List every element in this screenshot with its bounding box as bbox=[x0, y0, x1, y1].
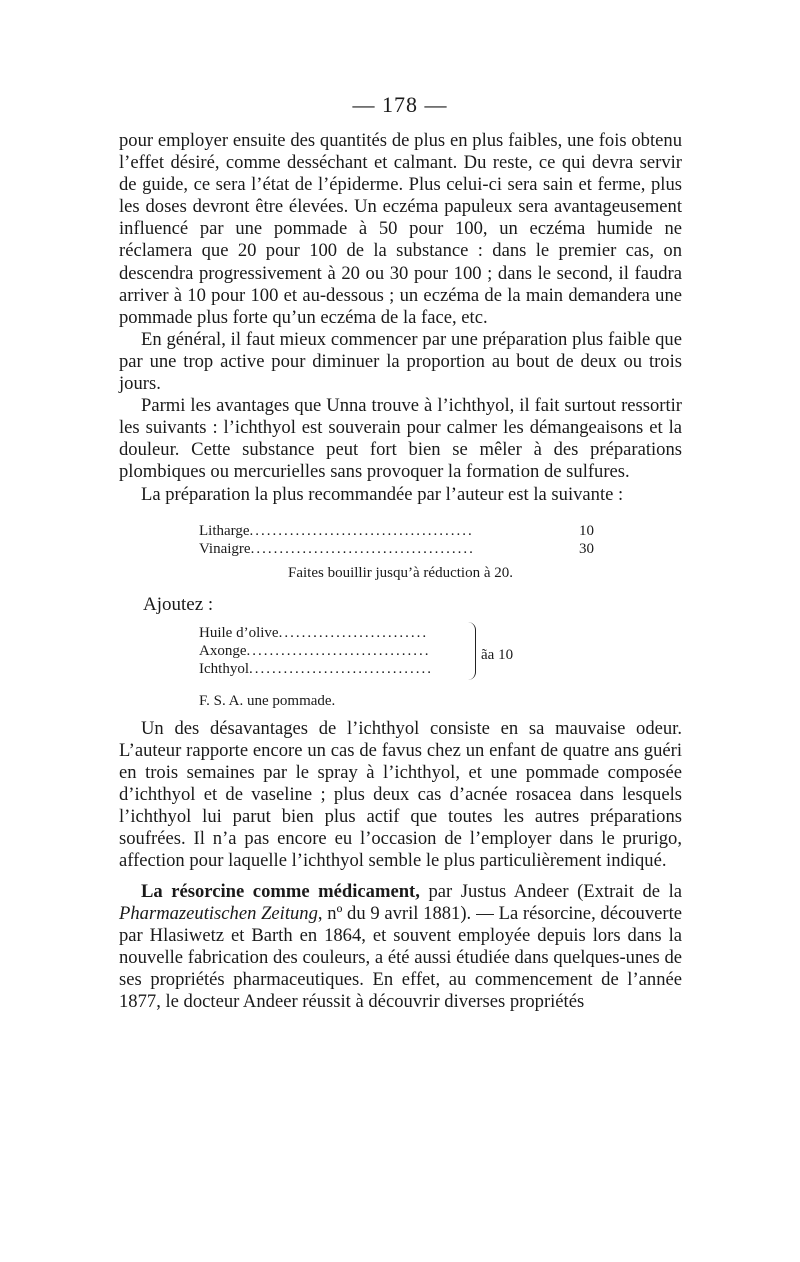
ingredient-name: Vinaigre bbox=[199, 540, 251, 557]
formula-1-instruction: Faites bouillir jusqu’à réduction à 20. bbox=[288, 564, 513, 581]
formula-1-row-1: Litharge....................................... 10 bbox=[199, 520, 719, 538]
formula-2-row-2: Axonge................................ bbox=[199, 642, 431, 659]
formula-2 bbox=[119, 622, 682, 688]
ingredient-name: Litharge bbox=[199, 522, 250, 539]
paragraph-2: En général, il faut mieux commencer par une préparation plus faible que par une trop active pour diminuer la proportion au bout de deux ou trois jours. bbox=[119, 328, 682, 395]
paragraph-3: Parmi les avantages que Unna trouve à l’ichthyol, il fait surtout ressortir les suivants : l’ichthyol est souverain pour calmer les démangeaisons et la douleur. Cette substance peut fort bien se mêler à des préparations plombiques ou mercurielles sans provoquer la formation de sulfures. bbox=[119, 395, 682, 483]
paragraph-6: La résorcine comme médicament, par Justus Andeer (Extrait de la Pharmazeutischen Zeitung, nº du 9 avril 1881). La résorcine, découverte par Hlasiwetz et Barth en 1864, et souvent employée depuis lors dans la nouvelle fabrication des couleurs, a été aussi étudiée dans quelques-unes de ses propriétés pharmaceutiques. En effet, au commencement de l’année 1877, le docteur Andeer réussit à découvrir diverses propriétés bbox=[119, 880, 682, 1012]
journal-title: Pharmazeutischen Zeitung bbox=[119, 902, 318, 924]
fsa-line: F. S. A. une pommade. bbox=[199, 692, 336, 709]
ingredient-qty: 30 bbox=[579, 540, 594, 557]
ingredient-name: Huile d’olive bbox=[199, 624, 279, 641]
paragraph-4: La préparation la plus recommandée par l’auteur est la suivante : bbox=[141, 483, 624, 505]
ingredient-qty: 10 bbox=[579, 522, 594, 539]
section-title: La résorcine comme médicament, bbox=[141, 880, 420, 902]
body-text bbox=[119, 130, 682, 1013]
brace bbox=[467, 622, 476, 680]
ajoutez-label: Ajoutez : bbox=[143, 593, 214, 615]
formula-2-row-1: Huile d’olive.......................... bbox=[199, 624, 429, 641]
formula-1 bbox=[119, 506, 682, 558]
formula-1-row-2: Vinaigre....................................... 30 bbox=[199, 538, 719, 556]
ingredient-name: Axonge bbox=[199, 642, 247, 659]
ingredient-name: Ichthyol bbox=[199, 660, 249, 677]
page-number: — 178 — bbox=[352, 92, 448, 117]
paragraph-5: Un des désavantages de l’ichthyol consiste en sa mauvaise odeur. L’auteur rapporte encore un cas de favus chez un enfant de quatre ans guéri en trois semaines par le spray à l’ichthyol, et une pommade composée d’ichthyol et de vaseline ; plus deux cas d’acnée rosacea dans lesquels l’ichthyol lui parut bien plus actif que toutes les autres préparations soufrées. Il n’a pas encore eu l’occasion de l’employer dans le prurigo, affection pour laquelle l’ichthyol semble le plus particulièrement indiqué. bbox=[119, 717, 682, 872]
formula-2-row-3: Ichthyol................................ bbox=[199, 660, 433, 677]
ana-quantity: ãa 10 bbox=[481, 646, 514, 663]
dash-rule bbox=[476, 914, 494, 915]
paragraph-1: pour employer ensuite des quantités de plus en plus faibles, une fois obtenu l’effet désiré, comme desséchant et calmant. Du reste, ce qui devra servir de guide, ce sera l’état de l’épiderme. Plus celui-ci sera sain et ferme, plus les doses devront être élevées. Un eczéma papuleux sera avantageusement influencé par une pommade à 50 pour 100, un eczéma humide ne réclamera que 20 pour 100 de la substance : dans le premier cas, on descendra progressivement à 20 ou 30 pour 100 ; dans le second, il faudra arriver à 10 pour 100 et au-dessous ; un eczéma de la main demandera une pommade plus forte qu’un eczéma de la face, etc. bbox=[119, 130, 682, 328]
